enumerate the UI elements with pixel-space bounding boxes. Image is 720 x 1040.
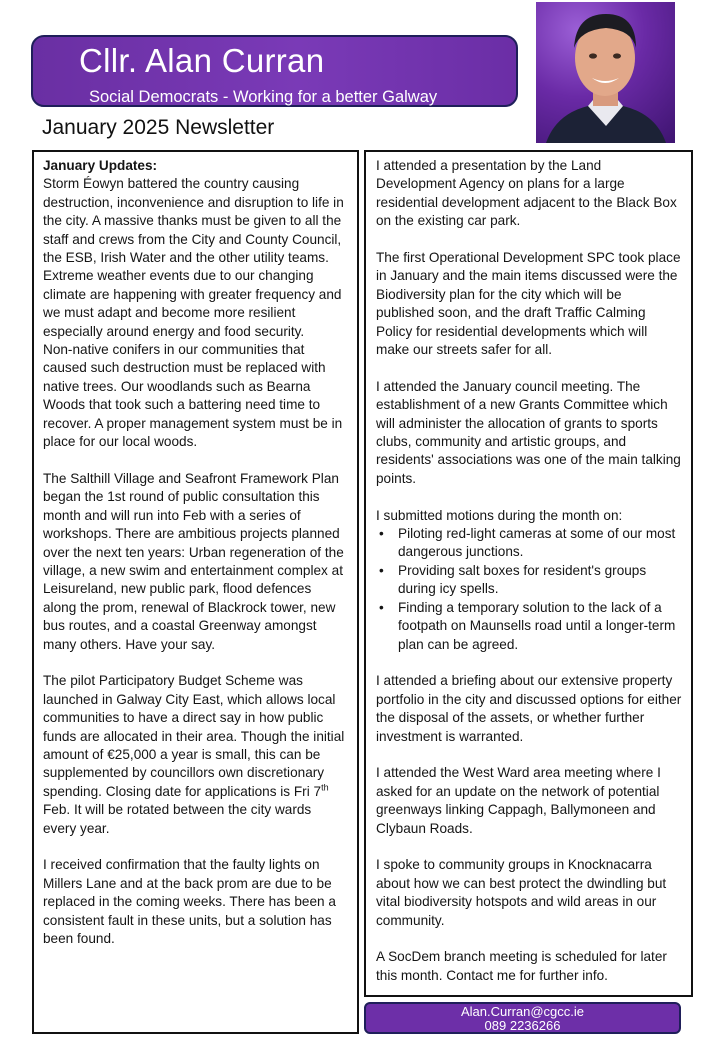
header-banner bbox=[31, 35, 518, 107]
climate-paragraph: Extreme weather events due to our changing climate are happening with greater frequency and we must adapt and become more resilient especially around energy and food security. bbox=[43, 268, 342, 339]
left-column bbox=[32, 150, 359, 1034]
conifers-paragraph: Non-native conifers in our communities that caused such destruction must be replaced with native trees. Our woodlands such as Bearna Woods that took such a battering need time to recover. A proper management system must be in place for our local woods. bbox=[43, 342, 343, 450]
councillor-photo bbox=[536, 2, 675, 143]
email-link[interactable]: Alan.Curran@cgcc.ie bbox=[460, 1004, 585, 1019]
spc-paragraph: The first Operational Development SPC took place in January and the main items discussed were the Biodiversity plan for the city which will be published soon, and the draft Traffic Calming Policy for residential developments which will make our streets safer for all. bbox=[376, 250, 681, 358]
section-heading: January Updates: bbox=[43, 158, 158, 173]
list-item: • Providing salt boxes for resident's groups during icy spells. bbox=[376, 562, 682, 599]
councillor-name: Cllr. Alan Curran bbox=[79, 42, 325, 79]
lda-paragraph: I attended a presentation by the Land Development Agency on plans for a large residential development adjacent to the Black Box on the existing car park. bbox=[376, 158, 677, 229]
motions-intro: I submitted motions during the month on: bbox=[376, 507, 623, 523]
list-item: • Finding a temporary solution to the lack of a footpath on Maunsells road until a longer-term plan can be agreed. bbox=[376, 599, 682, 654]
list-item: • Piloting red-light cameras at some of our most dangerous junctions. bbox=[376, 525, 682, 562]
motions-list bbox=[376, 525, 682, 654]
council-meeting-paragraph: I attended the January council meeting. The establishment of a new Grants Committee which will administer the allocation of grants to sports clubs, community and artistic groups, and residents' associations was one of the main talking points. bbox=[376, 378, 681, 486]
right-column bbox=[364, 150, 693, 997]
storm-paragraph: Storm Éowyn battered the country causing destruction, inconvenience and disruption to life in the city. A massive thanks must be given to all the staff and crews from the City and County Council, the ESB, Irish Water and the other utility teams. bbox=[43, 176, 344, 266]
knocknacarra-paragraph: I spoke to community groups in Knocknacarra about how we can best protect the dwindling but vital biodiversity hotspots and wild areas in our community. bbox=[376, 857, 667, 928]
portrait-image bbox=[536, 2, 675, 143]
phone-number: 089 2236266 bbox=[484, 1018, 561, 1033]
budget-paragraph: The pilot Participatory Budget Scheme was launched in Galway City East, which allows local communities to have a direct say in how public funds are allocated in their area. Though the initial amount of €25,000 a year is small, this can be supplemented by councillors own discretionary spending. Closing date for applications is Fri 7th Feb. It will be rotated between the city wards every year. bbox=[43, 673, 345, 836]
property-paragraph: I attended a briefing about our extensive property portfolio in the city and discussed options for either the disposal of the assets, or whether further investment is warranted. bbox=[376, 673, 682, 744]
party-tagline: Social Democrats - Working for a better Galway bbox=[89, 88, 438, 106]
branch-meeting-paragraph: A SocDem branch meeting is scheduled for later this month. Contact me for further info. bbox=[376, 949, 667, 983]
lights-paragraph: I received confirmation that the faulty lights on Millers Lane and at the back prom are due to be replaced in the coming weeks. There has been a consistent fault in these units, but a solution has been found. bbox=[43, 857, 336, 947]
newsletter-title: January 2025 Newsletter bbox=[42, 116, 275, 139]
west-ward-paragraph: I attended the West Ward area meeting where I asked for an update on the network of potential greenways linking Cappagh, Ballymoneen and Clybaun Roads. bbox=[376, 765, 661, 836]
contact-box bbox=[364, 1002, 681, 1034]
salthill-paragraph: The Salthill Village and Seafront Framework Plan began the 1st round of public consultation this month and will run into Feb with a series of workshops. There are ambitious projects planned over the next ten years: Urban regeneration of the village, a new swim and entertainment complex at Leisureland, new public park, flood defences along the prom, renewal of Blackrock tower, new bus routes, and a coastal Greenway amongst many others. Have your say. bbox=[43, 470, 344, 652]
